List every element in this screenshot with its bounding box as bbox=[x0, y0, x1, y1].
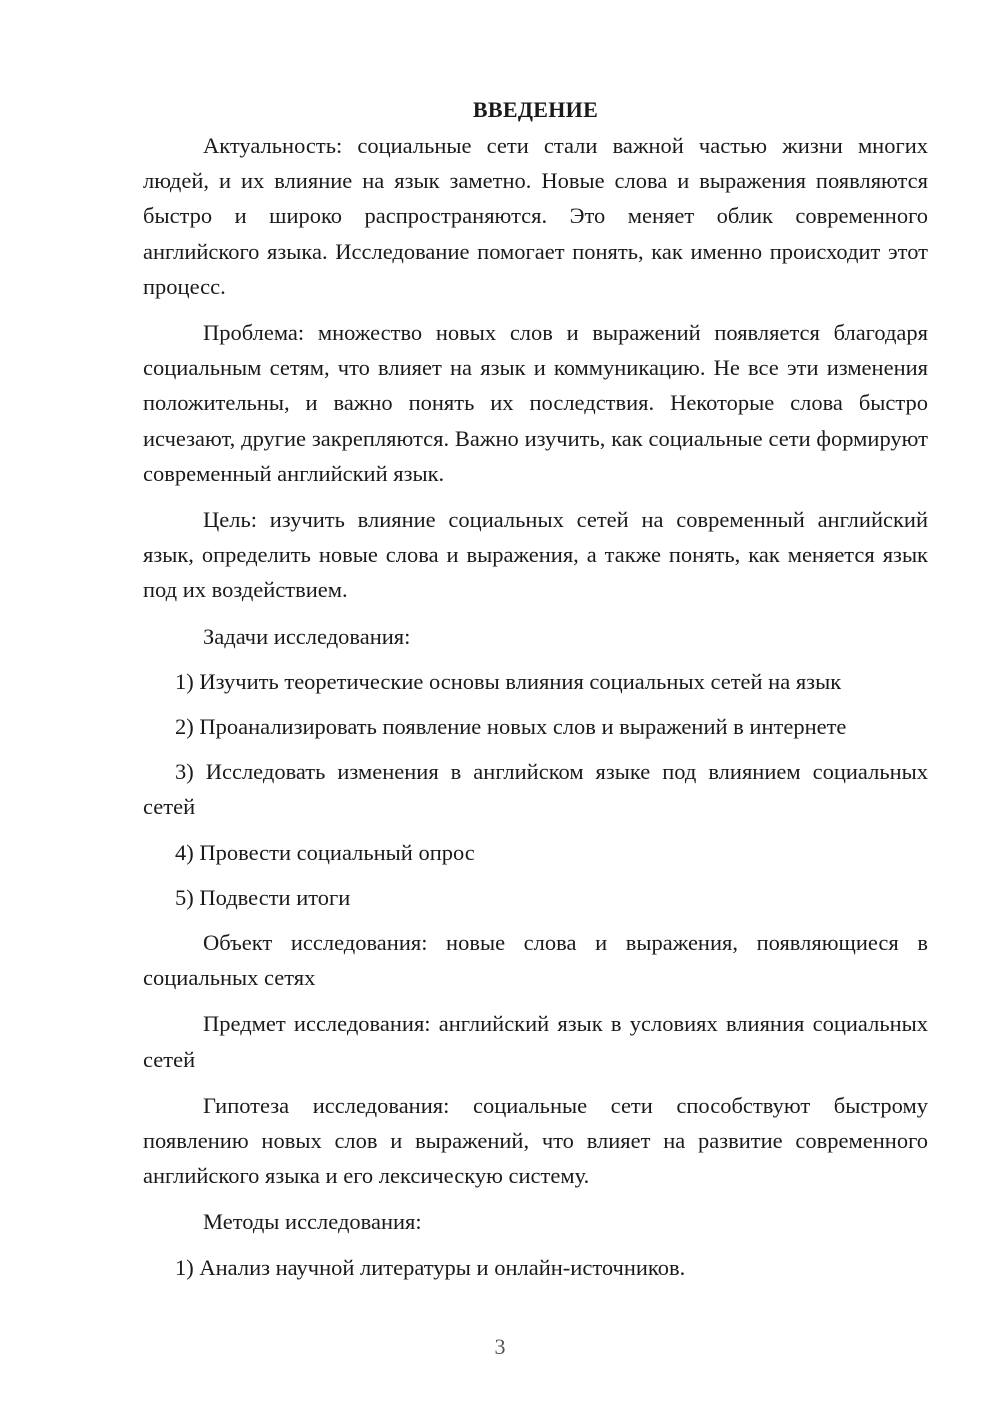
document-page bbox=[143, 92, 928, 1295]
task-item-5: 5) Подвести итоги bbox=[175, 884, 351, 910]
section-heading: ВВЕДЕНИЕ bbox=[472, 97, 599, 122]
goal-paragraph: Цель: изучить влияние социальных сетей на современный английский язык, определить новые слова и выражения, а также понять, как меняется язык под их воздействием. bbox=[143, 507, 928, 603]
task-item-4: 4) Провести социальный опрос bbox=[175, 839, 475, 865]
task-item-1: 1) Изучить теоретические основы влияния социальных сетей на язык bbox=[175, 668, 842, 694]
task-item-2: 2) Проанализировать появление новых слов и выражений в интернете bbox=[175, 714, 847, 740]
hypothesis-paragraph: Гипотеза исследования: социальные сети способствуют быстрому появлению новых слов и выражений, что влияет на развитие современного английского языка и его лексическую систему. bbox=[143, 1092, 928, 1189]
task-item-3: 3) Исследовать изменения в английском языке под влиянием социальных сетей bbox=[143, 759, 928, 820]
object-paragraph: Объект исследования: новые слова и выражения, появляющиеся в социальных сетях bbox=[143, 930, 928, 991]
page-number: 3 bbox=[494, 1334, 506, 1359]
methods-heading: Методы исследования: bbox=[203, 1209, 422, 1235]
problem-paragraph: Проблема: множество новых слов и выражений появляется благодаря социальным сетям, что влияет на язык и коммуникацию. Не все эти изменения положительны, и важно понять их последствия. Некоторые слова быстро исчезают, другие закрепляются. Важно изучить, как социальные сети формируют современный английский язык. bbox=[143, 320, 928, 486]
tasks-heading: Задачи исследования: bbox=[203, 623, 411, 649]
method-item-1: 1) Анализ научной литературы и онлайн-источников. bbox=[175, 1254, 686, 1280]
relevance-paragraph: Актуальность: социальные сети стали важной частью жизни многих людей, и их влияние на язык заметно. Новые слова и выражения появляются быстро и широко распространяются. Это меняет облик современного английского языка. Исследование помогает понять, как именно происходит этот процесс. bbox=[143, 133, 928, 299]
subject-paragraph: Предмет исследования: английский язык в условиях влияния социальных сетей bbox=[143, 1011, 928, 1072]
